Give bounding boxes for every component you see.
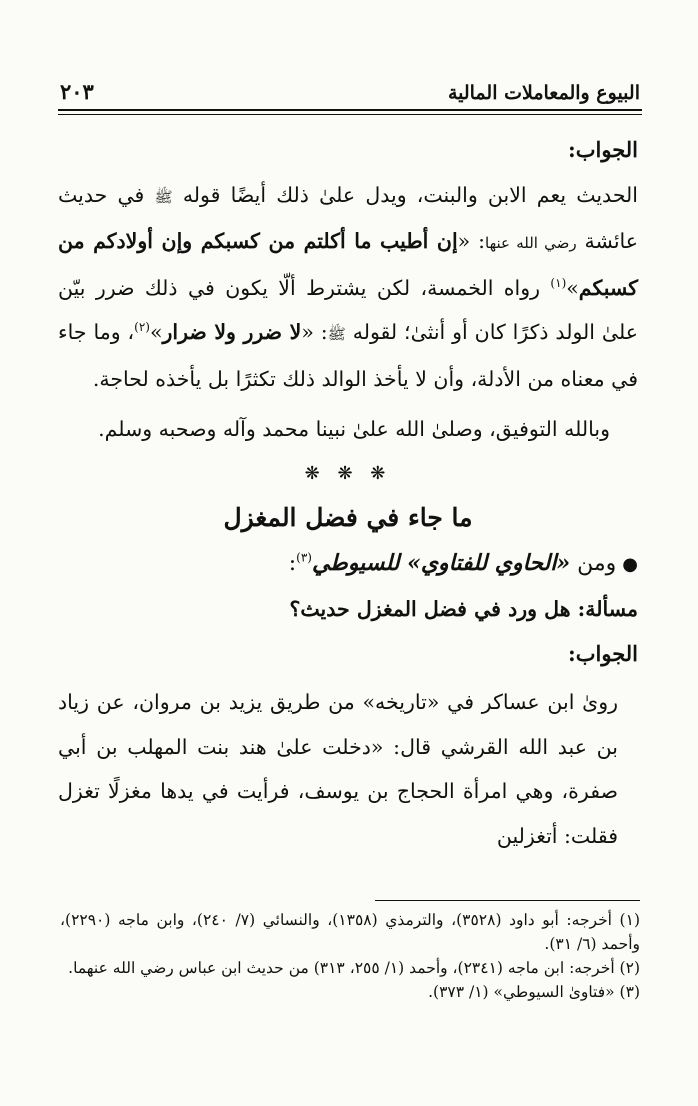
source-suffix: : xyxy=(288,550,297,576)
salawat-symbol: ﷺ xyxy=(154,187,173,206)
answer-text-part: في حديث عائشة xyxy=(58,182,639,253)
quote-mark: : « xyxy=(457,229,486,253)
quote-mark: » xyxy=(566,275,579,300)
answer-text-part: الحديث يعم الابن والبنت، ويدل علىٰ ذلك أيضًا قوله xyxy=(172,182,638,207)
source-line xyxy=(58,541,638,588)
answer-heading: الجواب: xyxy=(568,137,638,162)
hadith-text-1: إن أطيب ما أكلتم من كسبكم وإن أولادكم من كسبكم xyxy=(58,229,638,300)
question-text: هل ورد في فضل المغزل حديث؟ xyxy=(289,597,578,621)
honorific-symbol: رضي الله عنها xyxy=(485,234,577,252)
running-header xyxy=(60,70,640,104)
answer-paragraph xyxy=(58,173,638,402)
footnote-ref-2: (٢) xyxy=(134,320,150,335)
page-number: ٢٠٣ xyxy=(60,79,94,104)
footnote-ref-1: (١) xyxy=(550,275,567,290)
answer-paragraph-2: روىٰ ابن عساكر في «تاريخه» من طريق يزيد بن مروان، عن زياد بن عبد الله القرشي قال: «دخلت علىٰ هند بنت المهلب بن أبي صفرة، وهي امرأة الحجاج بن يوسف، فرأيت في يدها مغزلًا تغزل فقلت: أتغزلين xyxy=(58,690,618,848)
footnote-rule xyxy=(375,900,640,901)
closing-line: وبالله التوفيق، وصلىٰ الله علىٰ نبينا محمد وآله وصحبه وسلم. xyxy=(98,417,610,441)
quote-mark: » xyxy=(149,320,163,344)
running-title: البيوع والمعاملات المالية xyxy=(447,82,640,104)
answer-heading-2: الجواب: xyxy=(568,640,638,666)
footnote-ref-3: (٣) xyxy=(296,550,312,565)
question-label: مسألة: xyxy=(577,597,638,621)
footnote-2: (٢) أخرجه: ابن ماجه (٢٣٤١)، وأحمد (١/ ٢٥٥، ٣١٣) من حديث ابن عباس رضي الله عنهما. xyxy=(68,959,640,977)
bullet-icon: ● xyxy=(622,553,638,575)
footnote-3: (٣) «فتاوىٰ السيوطي» (١/ ٣٧٣). xyxy=(428,983,640,1001)
main-text xyxy=(58,128,638,858)
footnote-1: (١) أخرجه: أبو داود (٣٥٢٨)، والترمذي (١٣٥٨)، والنسائي (٧/ ٢٤٠)، وابن ماجه (٢٢٩٠)، وأحمد (٦/ ٣١). xyxy=(60,911,640,953)
question-line xyxy=(58,587,638,632)
source-prefix: ومن xyxy=(570,550,617,576)
source-book: «الحاوي للفتاوي» للسيوطي xyxy=(311,549,571,576)
section-title: ما جاء في فضل المغزل xyxy=(223,503,473,532)
hadith-text-2: لا ضرر ولا ضرار xyxy=(162,320,302,344)
answer-text-part: رواه الخمسة، لكن يشترط ألّا يكون في ذلك ضرر بيّن علىٰ الولد ذكرًا كان أو أنثىٰ؛ لقوله xyxy=(58,275,638,344)
salawat-symbol: ﷺ xyxy=(327,325,346,343)
footnotes xyxy=(60,908,640,1004)
header-double-rule xyxy=(58,109,642,115)
quote-mark: : « xyxy=(301,320,328,344)
section-separator: ❋ ❋ ❋ xyxy=(304,462,392,484)
answer-text-part: ، وما جاء في معناه من الأدلة، وأن لا يأخذ الوالد ذلك تكثرًا بل يأخذه لحاجة. xyxy=(58,320,638,391)
